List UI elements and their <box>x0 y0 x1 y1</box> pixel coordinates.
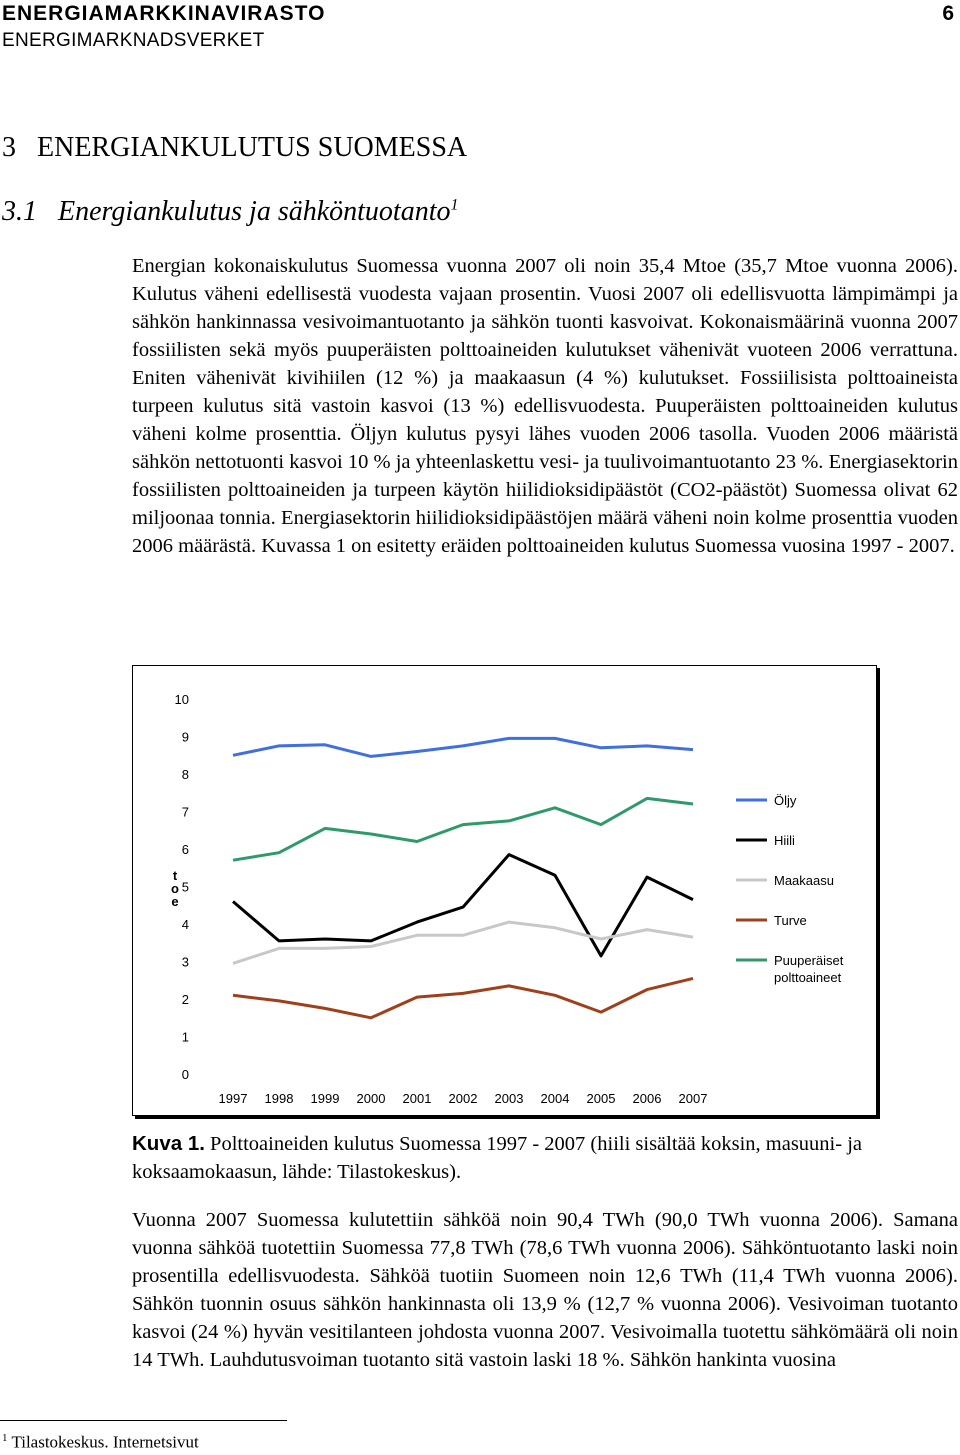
y-axis-title-letter: e <box>171 894 179 909</box>
series-line <box>233 978 693 1017</box>
figure-caption-label: Kuva 1. <box>132 1132 205 1155</box>
y-tick-label: 5 <box>181 879 189 895</box>
footnote <box>2 1432 199 1453</box>
y-tick-label: 0 <box>181 1067 189 1082</box>
x-tick-label: 2004 <box>540 1091 570 1106</box>
legend-label: Maakaasu <box>774 873 834 888</box>
y-tick-label: 7 <box>181 804 189 820</box>
footnote-reference: 1 <box>450 196 459 214</box>
y-tick-label: 4 <box>181 917 189 932</box>
y-axis-title-letter: t <box>172 868 178 883</box>
figure-caption-text: Polttoaineiden kulutus Suomessa 1997 - 2007 (hiili sisältää koksin, masuuni- ja koksaamokaasun, lähde: Tilastokeskus). <box>132 1133 863 1183</box>
x-tick-label: 2006 <box>632 1091 662 1106</box>
x-tick-label: 1999 <box>310 1091 340 1106</box>
y-tick-label: 1 <box>181 1029 189 1045</box>
x-tick-label: 2005 <box>586 1091 616 1106</box>
legend-label: Öljy <box>774 793 797 808</box>
y-tick-label: 9 <box>181 729 189 745</box>
x-axis-labels <box>219 1091 708 1106</box>
legend-label: Puuperäiset <box>774 953 844 968</box>
x-tick-label: 2001 <box>402 1091 432 1106</box>
y-tick-label: 6 <box>181 842 189 857</box>
y-tick-label: 2 <box>181 992 189 1007</box>
page-number: 6 <box>942 2 954 25</box>
y-tick-label: 8 <box>181 767 189 782</box>
chart-legend <box>736 793 844 985</box>
footnote-divider <box>0 1420 287 1421</box>
legend-label: Turve <box>774 913 807 928</box>
body-paragraph-2: Vuonna 2007 Suomessa kulutettiin sähköä noin 90,4 TWh (90,0 TWh vuonna 2006). Samana vuonna sähköä tuotettiin Suomessa 77,8 TWh (78,6 TWh vuonna 2006). Sähköntuotanto laski noin prosentilla edellisvuodesta. Sähköä tuotiin Suomeen noin 12,6 TWh (11,4 TWh vuonna 2006). Sähkön tuonnin osuus sähkön hankinnasta oli 13,9 % (12,7 % vuonna 2006). Vesivoiman tuotanto kasvoi (24 %) hyvän vesitilanteen johdosta vuonna 2007. Vesivoimalla tuotettu sähkömäärä oli noin 14 TWh. Lauhdutusvoiman tuotanto sitä vastoin laski 18 %. Sähkön hankinta vuosina <box>132 1209 958 1371</box>
series-line <box>233 798 693 860</box>
y-tick-label: 3 <box>181 954 189 970</box>
series-lines <box>233 738 693 1017</box>
x-tick-label: 2000 <box>356 1091 386 1106</box>
section-heading <box>2 132 467 164</box>
report-header-title: ENERGIAMARKKINAVIRASTO <box>2 2 326 25</box>
series-line <box>233 855 693 956</box>
x-tick-label: 1997 <box>218 1091 248 1106</box>
y-tick-label: 10 <box>174 692 189 707</box>
legend-label: polttoaineet <box>774 970 842 985</box>
footnote-mark: 1 <box>2 1432 8 1444</box>
x-tick-label: 2007 <box>678 1091 708 1106</box>
x-tick-label: 2002 <box>448 1091 478 1106</box>
series-line <box>233 922 693 963</box>
x-tick-label: 2003 <box>494 1091 524 1106</box>
report-header-subtitle: ENERGIMARKNADSVERKET <box>2 30 265 51</box>
subsection-heading <box>2 196 459 228</box>
legend-label: Hiili <box>774 833 795 848</box>
series-line <box>233 738 693 756</box>
y-axis-title <box>171 868 179 909</box>
subsection-heading-text: 3.1 Energiankulutus ja sähköntuotanto <box>2 196 451 227</box>
fuel-consumption-chart <box>132 665 877 1116</box>
body-paragraph-1: Energian kokonaiskulutus Suomessa vuonna 2007 oli noin 35,4 Mtoe (35,7 Mtoe vuonna 2006). Kulutus väheni edellisestä vuodesta vajaan prosentin. Vuosi 2007 oli edellisvuotta lämpimämpi ja sähkön hankinnassa vesivoimantuotanto ja sähkön tuonti kasvoivat. Kokonaismäärinä vuonna 2007 fossiilisten sekä myös puuperäisten polttoaineiden kulutukset vähenivät vuoteen 2006 verrattuna. Eniten vähenivät kivihiilen (12 %) ja maakaasun (4 %) kulutukset. Fossiilisista polttoaineista turpeen kulutus sitä vastoin kasvoi (13 %) edellisvuodesta. Puuperäisten polttoaineiden kulutus väheni kolme prosenttia. Öljyn kulutus pysyi lähes vuoden 2006 tasolla. Vuoden 2006 määristä sähkön nettotuonti kasvoi 10 % ja yhteenlaskettu vesi- ja tuulivoimantuotanto 23 %. Energiasektorin fossiilisten polttoaineiden ja turpeen käytön hiilidioksidipäästöt (CO2-päästöt) Suomessa olivat 62 miljoonaa tonnia. Energiasektorin hiilidioksidipäästöjen määrä väheni noin kolme prosenttia vuoden 2006 määrästä. Kuvassa 1 on esitetty eräiden polttoaineiden kulutus Suomessa vuosina 1997 - 2007. <box>132 255 958 557</box>
footnote-text: Tilastokeskus. Internetsivut <box>7 1432 199 1452</box>
y-axis-title-letter: o <box>171 881 179 896</box>
chart-canvas <box>133 666 878 1117</box>
x-tick-label: 1998 <box>264 1091 294 1106</box>
section-heading-text: 3 ENERGIANKULUTUS SUOMESSA <box>2 132 468 163</box>
figure-caption <box>132 1130 958 1186</box>
